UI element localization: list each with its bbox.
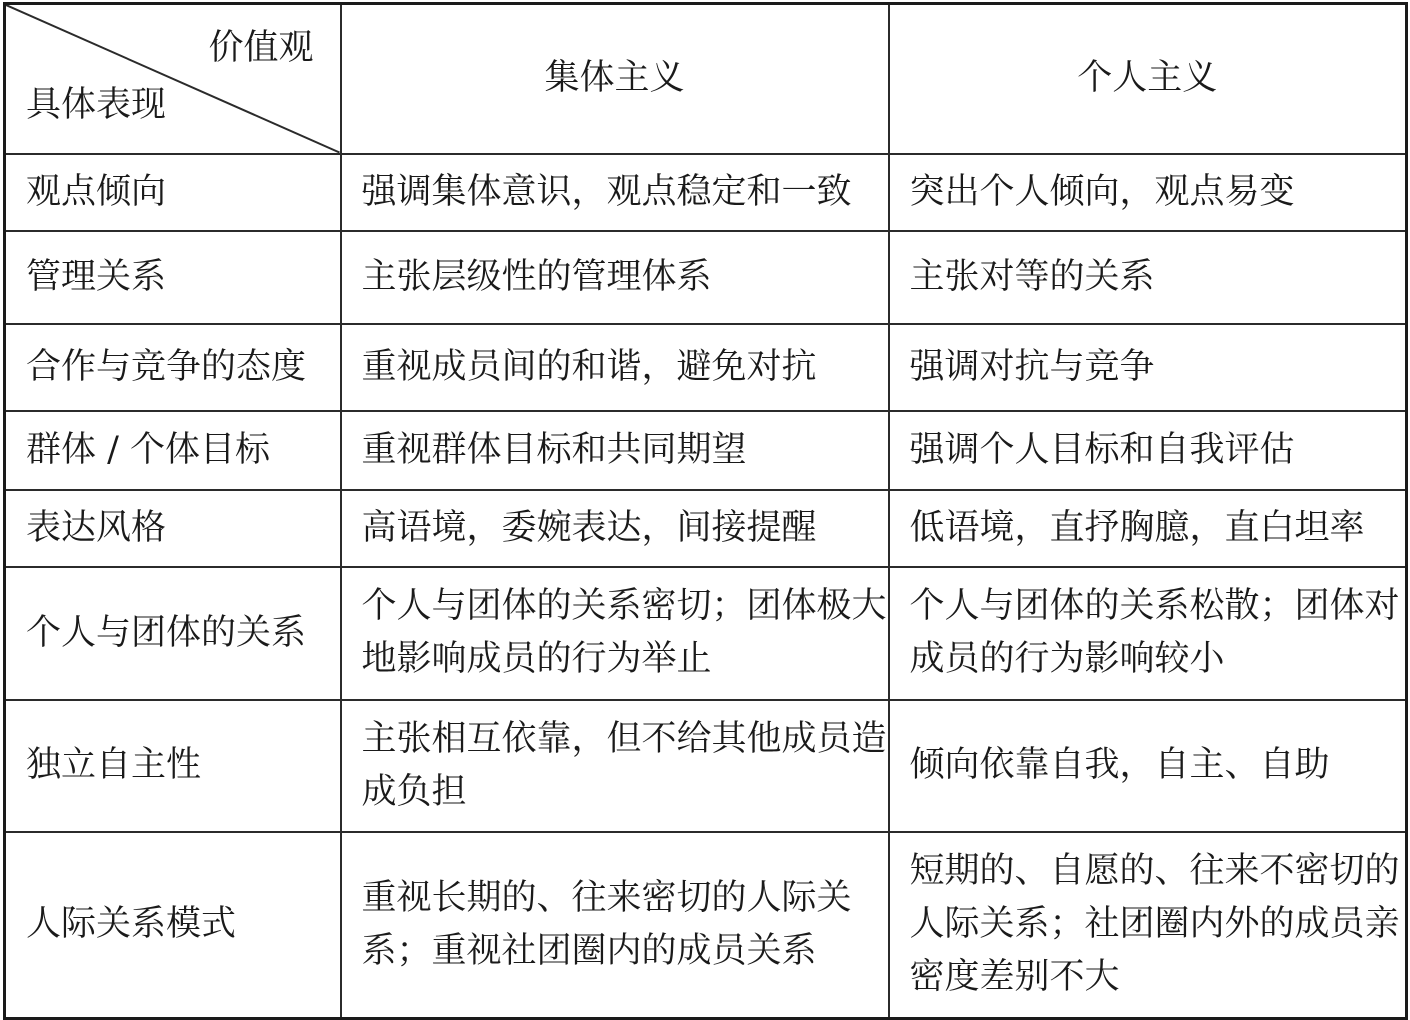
row-label: 人际关系模式 — [5, 832, 341, 1019]
collectivism-cell: 主张相互依靠，但不给其他成员造成负担 — [341, 700, 889, 832]
column-header-collectivism: 集体主义 — [341, 4, 889, 154]
corner-header-cell — [5, 4, 341, 154]
individualism-cell: 低语境，直抒胸臆，直白坦率 — [889, 490, 1407, 567]
table-row — [5, 231, 1407, 324]
corner-bottom-label: 具体表现 — [26, 84, 167, 125]
collectivism-cell: 主张层级性的管理体系 — [341, 231, 889, 324]
row-label: 个人与团体的关系 — [5, 567, 341, 700]
table-row — [5, 411, 1407, 490]
row-label: 观点倾向 — [5, 154, 341, 231]
row-label: 群体 / 个体目标 — [5, 411, 341, 490]
table-row — [5, 567, 1407, 700]
table-row — [5, 832, 1407, 1019]
table-row — [5, 490, 1407, 567]
individualism-cell: 强调对抗与竞争 — [889, 324, 1407, 411]
header-row — [5, 4, 1407, 154]
table-row — [5, 700, 1407, 832]
table-row — [5, 324, 1407, 411]
comparison-table — [3, 2, 1408, 1020]
collectivism-cell: 强调集体意识，观点稳定和一致 — [341, 154, 889, 231]
individualism-cell: 短期的、自愿的、往来不密切的人际关系；社团圈内外的成员亲密度差别不大 — [889, 832, 1407, 1019]
individualism-cell: 倾向依靠自我，自主、自助 — [889, 700, 1407, 832]
collectivism-cell: 高语境，委婉表达，间接提醒 — [341, 490, 889, 567]
individualism-cell: 强调个人目标和自我评估 — [889, 411, 1407, 490]
row-label: 独立自主性 — [5, 700, 341, 832]
table-row — [5, 154, 1407, 231]
column-header-individualism: 个人主义 — [889, 4, 1407, 154]
individualism-cell: 主张对等的关系 — [889, 231, 1407, 324]
collectivism-cell: 个人与团体的关系密切；团体极大地影响成员的行为举止 — [341, 567, 889, 700]
row-label: 管理关系 — [5, 231, 341, 324]
collectivism-cell: 重视长期的、往来密切的人际关系；重视社团圈内的成员关系 — [341, 832, 889, 1019]
collectivism-cell: 重视群体目标和共同期望 — [341, 411, 889, 490]
row-label: 合作与竞争的态度 — [5, 324, 341, 411]
corner-top-label: 价值观 — [208, 28, 314, 68]
collectivism-cell: 重视成员间的和谐，避免对抗 — [341, 324, 889, 411]
row-label: 表达风格 — [5, 490, 341, 567]
individualism-cell: 突出个人倾向，观点易变 — [889, 154, 1407, 231]
individualism-cell: 个人与团体的关系松散；团体对成员的行为影响较小 — [889, 567, 1407, 700]
